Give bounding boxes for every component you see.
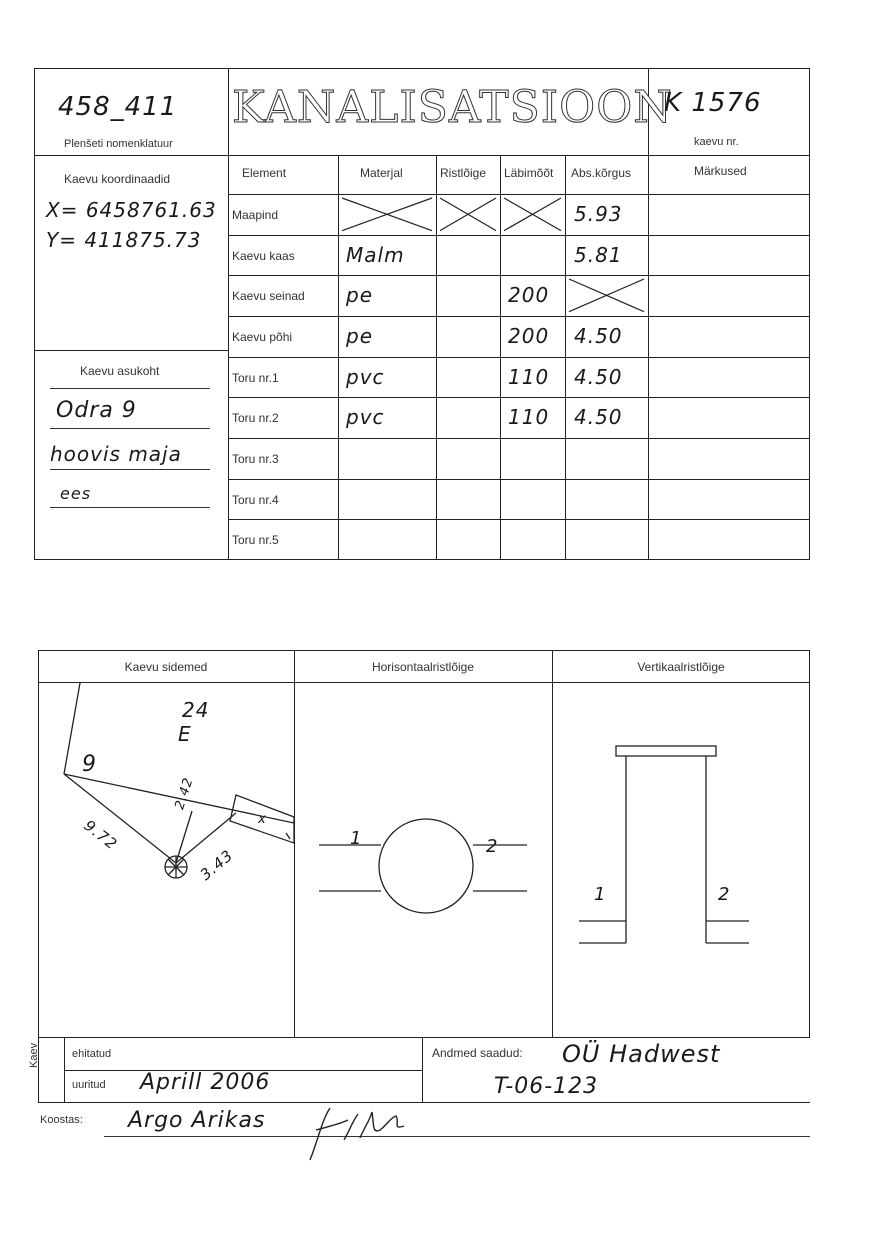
surveyed-label: uuritud bbox=[72, 1079, 106, 1091]
signature bbox=[300, 1100, 420, 1164]
table-cell-labimoot: 110 bbox=[508, 405, 550, 430]
coordinate-x: X= 6458761.63 bbox=[46, 198, 217, 222]
location-line-1: Odra 9 bbox=[56, 398, 137, 423]
table-row-line bbox=[228, 357, 810, 358]
footer-side-label: Kaev bbox=[28, 1042, 40, 1068]
vertical-pipe-2-label: 2 bbox=[718, 884, 731, 905]
table-cell-materjal: pvc bbox=[346, 405, 385, 430]
location-line-3: ees bbox=[60, 484, 92, 503]
distance-3: 3.43 bbox=[196, 846, 237, 884]
neighbor-number: 9 bbox=[82, 752, 97, 777]
building-number: 24 bbox=[182, 698, 210, 722]
table-cell-abs: 4.50 bbox=[574, 364, 623, 389]
nomenclature-label: Plenšeti nomenklatuur bbox=[64, 138, 173, 150]
horizontal-pipe-1-label: 1 bbox=[350, 828, 363, 849]
vertical-pipe-1-label: 1 bbox=[594, 884, 607, 905]
data-source-label: Andmed saadud: bbox=[432, 1046, 523, 1060]
table-row-line bbox=[228, 519, 810, 520]
distance-2: 2.42 bbox=[172, 775, 197, 812]
well-number-value: K 1576 bbox=[664, 88, 762, 118]
location-line-2: hoovis maja bbox=[50, 442, 182, 466]
horizontal-pipe-2-label: 2 bbox=[486, 836, 499, 857]
table-cell-element: Maapind bbox=[232, 208, 279, 222]
header-materjal: Materjal bbox=[360, 166, 403, 180]
nomenclature-value: 458_411 bbox=[58, 92, 178, 122]
table-cell-abs: 4.50 bbox=[574, 405, 623, 430]
header-ristloige: Ristlõige bbox=[440, 166, 487, 180]
header-abs-korgus: Abs.kõrgus bbox=[571, 166, 632, 180]
crossed-cell bbox=[338, 194, 436, 235]
crossed-cell bbox=[436, 194, 500, 235]
coordinate-y: Y= 411875.73 bbox=[46, 228, 202, 252]
coordinates-label: Kaevu koordinaadid bbox=[64, 172, 171, 186]
panel-title-horizontal: Horisontaalristlõige bbox=[371, 660, 475, 674]
panel-title-vertical: Vertikaalristlõige bbox=[637, 660, 725, 674]
table-row-line bbox=[228, 438, 810, 439]
table-cell-abs: 4.50 bbox=[574, 324, 623, 348]
crossed-cell bbox=[565, 275, 648, 316]
table-row-line bbox=[228, 275, 810, 276]
table-cell-element: Toru nr.1 bbox=[232, 370, 279, 385]
table-row-line bbox=[228, 316, 810, 317]
table-cell-abs: 5.81 bbox=[574, 242, 623, 267]
table-cell-element: Toru nr.2 bbox=[232, 411, 279, 426]
table-cell-labimoot: 200 bbox=[508, 283, 550, 308]
header-labimoot: Läbimõõt bbox=[504, 166, 554, 180]
location-label: Kaevu asukoht bbox=[80, 364, 160, 378]
building-letter: E bbox=[178, 722, 192, 746]
table-cell-element: Kaevu kaas bbox=[232, 248, 295, 263]
table-cell-element: Toru nr.3 bbox=[232, 452, 279, 466]
table-cell-labimoot: 200 bbox=[508, 324, 550, 348]
table-cell-materjal: Malm bbox=[346, 242, 405, 267]
surveyed-value: Aprill 2006 bbox=[140, 1070, 271, 1095]
table-cell-element: Kaevu põhi bbox=[232, 330, 293, 344]
table-cell-labimoot: 110 bbox=[508, 364, 550, 389]
compiled-label: Koostas: bbox=[40, 1114, 83, 1126]
header-element: Element bbox=[242, 166, 287, 180]
horizontal-section-sketch bbox=[295, 683, 551, 1037]
table-row-line bbox=[228, 479, 810, 480]
form-title: KANALISATSIOON bbox=[232, 82, 673, 133]
panel-title-sidemed: Kaevu sidemed bbox=[124, 660, 208, 674]
table-cell-materjal: pe bbox=[346, 283, 373, 308]
vertical-section-sketch bbox=[553, 683, 809, 1037]
distance-1: 9.72 bbox=[80, 816, 121, 854]
table-cell-materjal: pe bbox=[346, 324, 373, 348]
table-row-line bbox=[228, 397, 810, 398]
table-cell-element: Kaevu seinad bbox=[232, 289, 305, 304]
well-number-label: kaevu nr. bbox=[694, 136, 739, 148]
table-cell-element: Toru nr.5 bbox=[232, 533, 279, 548]
built-label: ehitatud bbox=[72, 1048, 112, 1060]
data-source-code: T-06-123 bbox=[494, 1074, 599, 1099]
compiled-value: Argo Arikas bbox=[128, 1108, 266, 1133]
table-row-line bbox=[228, 235, 810, 236]
header-markused: Märkused bbox=[694, 164, 747, 178]
table-cell-element: Toru nr.4 bbox=[232, 492, 279, 507]
sidemed-sketch bbox=[38, 683, 294, 1037]
table-cell-materjal: pvc bbox=[346, 364, 385, 389]
building-marker: x bbox=[258, 812, 267, 827]
crossed-cell bbox=[500, 194, 565, 235]
data-source-company: OÜ Hadwest bbox=[562, 1040, 721, 1068]
table-cell-abs: 5.93 bbox=[574, 202, 623, 226]
